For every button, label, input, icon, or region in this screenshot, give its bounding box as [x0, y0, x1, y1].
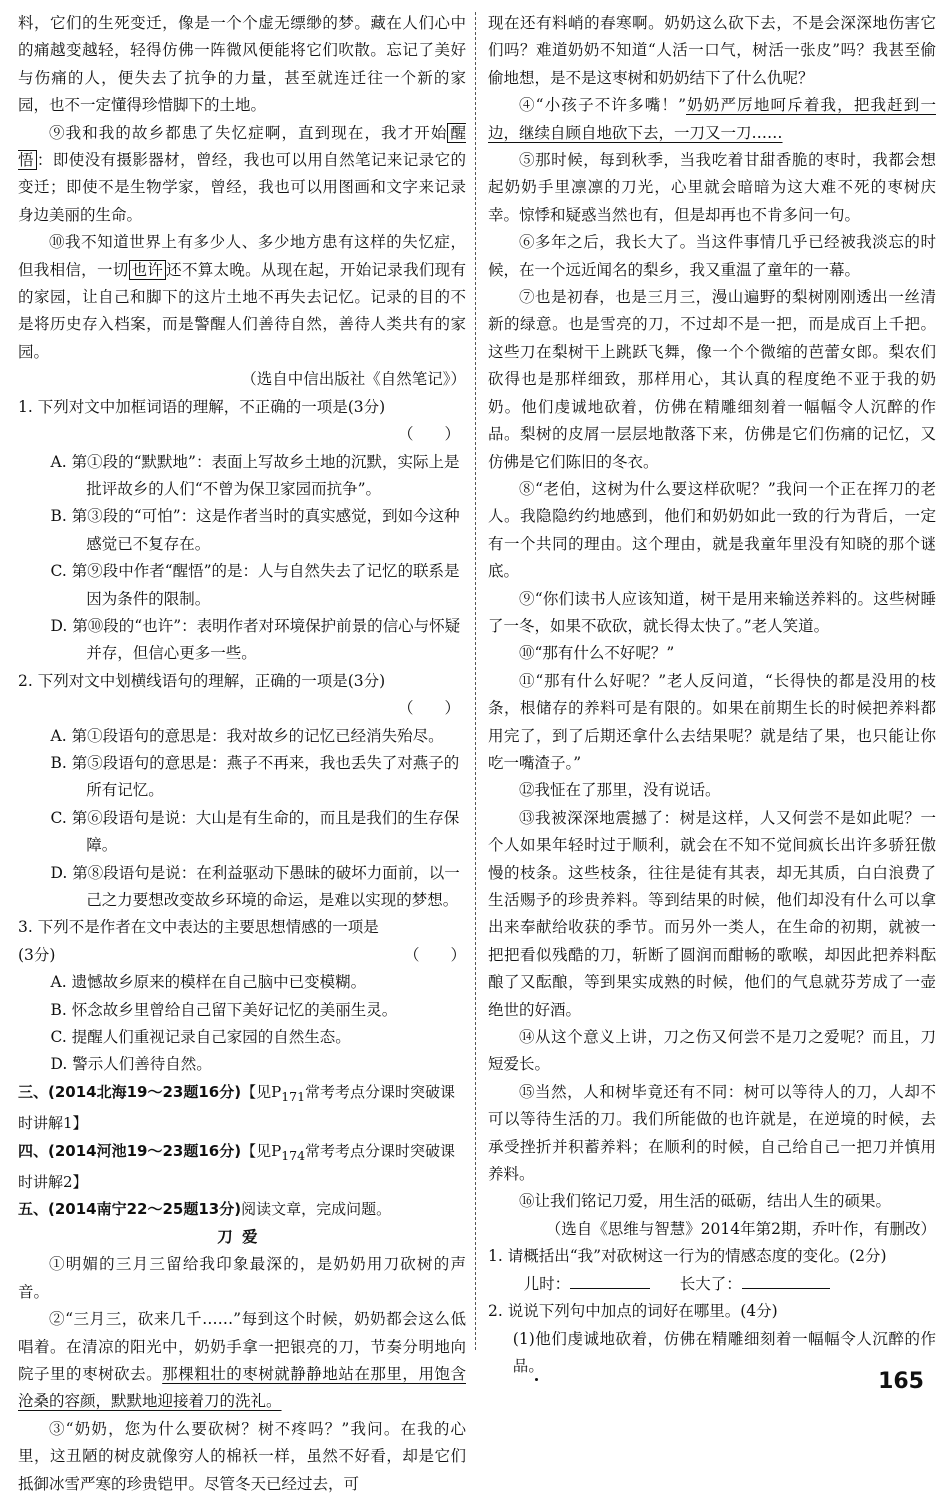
paragraph-10: ⑩我不知道世界上有多少人、多少地方患有这样的失忆症，但我相信，一切 也许 还不算太晚。从现在起，开始记录我们现有的家园，让自己和脚下的这片土地不再失去记忆。记录的目的不是将历史存入档案，而是警醒人们善待自然，善待人类共有的家园。 — [18, 233, 466, 361]
article-paragraph-15: ⑮当然，人和树毕竟还有不同：树可以等待人的刀，人却不可以等待生活的刀。我们所能做的也许就是，在逆境的时候，去承受挫折并积蓄养料；在顺利的时候，自己给自己一把刀并慎用养料。 — [488, 1082, 936, 1184]
option-2d: D. 第⑧段语句是说：在利益驱动下愚昧的破坏力面前，以一己之力要想改变故乡环境的命运，是难以实现的梦想。 — [50, 863, 460, 909]
right-column — [488, 10, 936, 1380]
article-paragraph-4: ④“小孩子不许多嘴！”奶奶严厉地呵斥着我，把我赶到一边，继续自顾自地砍下去，一刀又一刀…… — [488, 96, 936, 142]
question-2: 2. 说说下列句中加点的词好在哪里。(4分) — [488, 1302, 778, 1321]
article-paragraph-8: ⑧“老伯，这树为什么要这样砍呢？”我问一个正在挥刀的老人。我隐隐约约地感到，他们和奶奶如此一致的行为背后，一定有一个共同的理由。这个理由，就是我童年里没有知晓的那个谜底。 — [488, 479, 936, 581]
option-1c: C. 第⑨段中作者“醒悟”的是：人与自然失去了记忆的联系是因为条件的限制。 — [50, 562, 460, 608]
article-paragraph-6: ⑥多年之后，我长大了。当这件事情几乎已经被我淡忘的时候，在一个远近闻名的梨乡，我又重温了童年的一幕。 — [488, 233, 936, 279]
section-5-heading: 五、(2014南宁22～25题13分)阅读文章，完成问题。 — [18, 1200, 392, 1219]
dotted-word-mark: 。 — [528, 1356, 544, 1375]
underlined-sentence: 那棵粗壮的枣树就静静地站在那里，用饱含沧桑的容颜，默默地迎接着刀的洗礼。 — [18, 1364, 466, 1411]
article-paragraph-10: ⑩“那有什么不好呢？” — [519, 644, 675, 663]
page-number: 165 — [878, 1369, 924, 1394]
answer-line-1: 儿时： 长大了： — [488, 1271, 936, 1298]
paragraph-9: ⑨我和我的故乡都患了失忆症啊，直到现在，我才开始 醒悟 ：即使没有摄影器材，曾经，我也可以用自然笔记来记录它的变迁；即使不是生物学家，曾经，我也可以用图画和文字来记录身边美丽的生命。 — [18, 123, 466, 224]
article-paragraph-16: ⑯让我们铭记刀爱，用生活的砥砺，结出人生的硕果。 — [519, 1192, 892, 1211]
option-2b: B. 第⑤段语句的意思是：燕子不再来，我也丢失了对燕子的所有记忆。 — [50, 753, 460, 800]
question-1: 1. 下列对文中加框词语的理解，不正确的一项是(3分) — [18, 397, 386, 416]
section-3-heading: 三、(2014北海19～23题16分)【见$P_{171}$常考考点分课时突破课时讲解1】 — [18, 1082, 456, 1133]
option-1d: D. 第⑩段的“也许”：表明作者对环境保护前景的信心与怀疑并存，但信心更多一些。 — [50, 616, 461, 663]
option-3a: A. 遗憾故乡原来的模样在自己脑中已变模糊。 — [50, 973, 367, 992]
boxed-word-yexu: 也许 — [129, 260, 167, 280]
option-2a: A. 第①段语句的意思是：我对故乡的记忆已经消失殆尽。 — [50, 726, 444, 745]
article-paragraph-1: ①明媚的三月三留给我印象最深的，是奶奶用刀砍树的声音。 — [18, 1255, 466, 1301]
answer-blank-adult[interactable] — [742, 1271, 830, 1289]
option-3c: C. 提醒人们重视记录自己家园的自然生态。 — [50, 1028, 351, 1047]
question-3: 3. 下列不是作者在文中表达的主要思想情感的一项是 — [18, 918, 379, 937]
option-1b: B. 第③段的“可怕”：这是作者当时的真实感觉，到如今这种感觉已不复存在。 — [50, 507, 460, 553]
question-3-score-line: (3分) （ ） — [18, 945, 466, 964]
source-citation: （选自中信出版社《自然笔记》） — [241, 370, 466, 389]
article-paragraph-3: ③“奶奶，您为什么要砍树？树不疼吗？”我问。在我的心里，这丑陋的树皮就像穷人的棉袄一样，虽然不好看，却是它们抵御冰雪严寒的珍贵铠甲。尽管冬天已经过去，可 — [18, 1419, 466, 1493]
underlined-sentence: 奶奶严厉地呵斥着我，把我赶到一边，继续自顾自地砍下去，一刀又一刀…… — [488, 96, 936, 142]
article-paragraph-3-continued: 现在还有料峭的春寒啊。奶奶这么砍下去，不是会深深地伤害它们吗？难道奶奶不知道“人活一口气，树活一张皮”吗？我甚至偷偷地想，是不是这枣树和奶奶结下了什么仇呢？ — [488, 14, 936, 87]
option-2c: C. 第⑥段语句是说：大山是有生命的，而且是我们的生存保障。 — [50, 808, 460, 855]
paragraph-continued: 料，它们的生死变迁，像是一个个虚无缥缈的梦。藏在人们心中的痛越变越轻，轻得仿佛一阵微风便能将它们吹散。忘记了美好与伤痛的人，便失去了抗争的力量，甚至就连迁往一个新的家园，也不一定懂得珍惜脚下的土地。 — [18, 14, 466, 115]
article-paragraph-12: ⑫我怔在了那里，没有说话。 — [519, 781, 721, 800]
question-2-item-1: (1)他们虔诚地砍着，仿佛在精雕细刻着一幅幅令人沉醉的作品。 — [512, 1329, 936, 1375]
section-4-heading: 四、(2014河池19～23题16分)【见$P_{174}$常考考点分课时突破课时讲解2】 — [18, 1141, 456, 1192]
article-paragraph-5: ⑤那时候，每到秋季，当我吃着甘甜香脆的枣时，我都会想起奶奶手里凛凛的刀光，心里就会暗暗为这大难不死的枣树庆幸。惊悸和疑惑当然也有，但是却再也不肯多问一句。 — [488, 151, 936, 224]
option-3b: B. 怀念故乡里曾给自己留下美好记忆的美丽生灵。 — [50, 1000, 398, 1019]
option-1a: A. 第①段的“默默地”：表面上写故乡土地的沉默，实际上是批评故乡的人们“不曾为保卫家园而抗争”。 — [50, 452, 460, 498]
article-paragraph-11: ⑪“那有什么好呢？”老人反问道，“长得快的都是没用的枝条，根储存的养料可是有限的。如果在前期生长的时候把养料都用完了，到了后期还拿什么去结果呢？就是结了果，也只能让你吃一嘴渣子。” — [488, 671, 936, 772]
boxed-word-xingwu: 醒悟 — [18, 123, 466, 170]
column-divider — [475, 12, 476, 1350]
article-paragraph-2: ②“三月三，砍来几千……”每到这个时候，奶奶都会这么低唱着。在清凉的阳光中，奶奶手拿一把银亮的刀，节奏分明地向院子里的枣树砍去。那棵粗壮的枣树就静静地站在那里，用饱含沧桑的容颜，默默地迎接着刀的洗礼。 — [18, 1310, 466, 1411]
article-title: 刀爱 — [217, 1227, 267, 1246]
left-column — [18, 10, 466, 1498]
question-2: 2. 下列对文中划横线语句的理解，正确的一项是(3分) — [18, 671, 386, 690]
article-paragraph-7: ⑦也是初春，也是三月三，漫山遍野的梨树刚刚透出一丝清新的绿意。也是雪亮的刀，不过却不是一把，而是成百上千把。这些刀在梨树干上跳跃飞舞，像一个个微缩的芭蕾女郎。梨农们砍得也是那样细致，那样用心，其认真的程度绝不亚于我的奶奶。他们虔诚地砍着，仿佛在精雕细刻着一幅幅令人沉醉的作品。梨树的皮屑一层层地散落下来，仿佛是它们伤痛的记忆，又仿佛是它们陈旧的冬衣。 — [488, 288, 936, 471]
option-3d: D. 警示人们善待自然。 — [50, 1055, 212, 1074]
answer-bracket-2: （ ） — [397, 699, 460, 718]
answer-blank-child[interactable] — [570, 1271, 650, 1289]
article-paragraph-9: ⑨“你们读书人应该知道，树干是用来输送养料的。这些树睡了一冬，如果不砍砍，就长得太快了。”老人笑道。 — [488, 589, 936, 635]
article-paragraph-13: ⑬我被深深地震撼了：树是这样，人又何尝不是如此呢？一个人如果年轻时过于顺利，就会在不知不觉间疯长出许多骄狂傲慢的枝条。这些枝条，往往是徒有其表，却无其质，白白浪费了生活赐予的珍贵养料。等到结果的时候，他们却没有什么可以拿出来奉献给收获的季节。而另外一类人，在生命的初期，就被一把把看似残酷的刀，斩断了圆润而酣畅的歌喉，却因此把养料酝酿了又酝酿，等到果实成熟的时候，他们的气息就芬芳成了一壶绝世的好酒。 — [488, 808, 936, 1019]
article-paragraph-14: ⑭从这个意义上讲，刀之伤又何尝不是刀之爱呢？而且，刀短爱长。 — [488, 1028, 936, 1074]
source-citation: （选自《思维与智慧》2014年第2期，乔叶作，有删改） — [545, 1219, 936, 1238]
question-1: 1. 请概括出“我”对砍树这一行为的情感态度的变化。(2分) — [488, 1247, 887, 1266]
answer-bracket-1: （ ） — [397, 425, 460, 444]
